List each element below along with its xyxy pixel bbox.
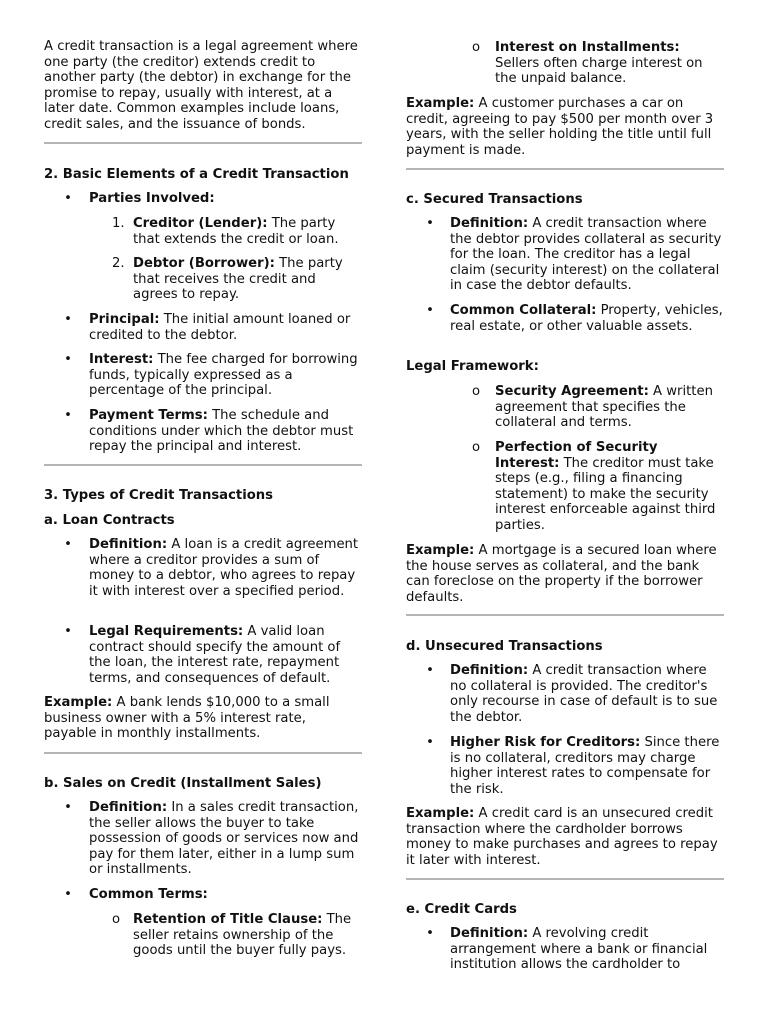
interest-on-installments-item: Interest on Installments: Sellers often charge interest on the unpaid balance. xyxy=(495,40,703,87)
divider xyxy=(406,614,724,616)
installment-example: Example: A customer purchases a car on credit, agreeing to pay $500 per month over 3 years, with the seller holding the title until full payment is made. xyxy=(406,96,714,158)
loan-definition-item: Definition: A loan is a credit agreement where a creditor provides a sum of money to a debtor, who agrees to repay it with interest over a specified period. xyxy=(89,537,359,599)
bullet-marker: • xyxy=(64,537,72,552)
credit-card-example: Example: A credit card is an unsecured credit transaction where the cardholder borrows money to make purchases and agrees to repay it later with interest. xyxy=(406,806,718,868)
secured-transactions-heading: c. Secured Transactions xyxy=(406,192,583,207)
bullet-marker: • xyxy=(426,303,434,318)
circle-marker: o xyxy=(472,40,481,55)
debtor-item: Debtor (Borrower): The party that receives the credit and agrees to repay. xyxy=(133,256,343,303)
section-2-heading: 2. Basic Elements of a Credit Transaction xyxy=(44,167,349,182)
unsecured-definition-item: Definition: A credit transaction where no collateral is provided. The creditor's only recourse in case of default is to sue the debtor. xyxy=(450,663,718,725)
common-terms-item: Common Terms: xyxy=(89,887,208,902)
bullet-marker: • xyxy=(426,663,434,678)
legal-requirements-item: Legal Requirements: A valid loan contract should specify the amount of the loan, the interest rate, repayment terms, and consequences of default. xyxy=(89,624,341,686)
bullet-marker: • xyxy=(426,926,434,941)
sales-definition-item: Definition: In a sales credit transaction, the seller allows the buyer to take possession of goods or services now and pay for them later, either in a lump sum or installments. xyxy=(89,800,359,878)
sales-on-credit-heading: b. Sales on Credit (Installment Sales) xyxy=(44,776,322,791)
security-agreement-item: Security Agreement: A written agreement that specifies the collateral and terms. xyxy=(495,384,713,431)
bullet-marker: • xyxy=(64,408,72,423)
credit-cards-definition-item: Definition: A revolving credit arrangement where a bank or financial institution allows the cardholder to xyxy=(450,926,708,973)
circle-marker: o xyxy=(472,440,481,455)
divider xyxy=(406,168,724,170)
bullet-marker: • xyxy=(64,887,72,902)
bullet-marker: • xyxy=(64,191,72,206)
creditor-item: Creditor (Lender): The party that extends the credit or loan. xyxy=(133,216,339,247)
higher-risk-item: Higher Risk for Creditors: Since there is no collateral, creditors may charge higher interest rates to compensate for the risk. xyxy=(450,735,720,797)
secured-definition-item: Definition: A credit transaction where the debtor provides collateral as security for the loan. The creditor has a legal claim (security interest) on the collateral in case the debtor defaults. xyxy=(450,216,722,294)
perfection-item: Perfection of Security Interest: The creditor must take steps (e.g., filing a financing statement) to make the security interest enforceable against third parties. xyxy=(495,440,716,533)
section-3-heading: 3. Types of Credit Transactions xyxy=(44,488,274,503)
common-collateral-item: Common Collateral: Property, vehicles, real estate, or other valuable assets. xyxy=(450,303,723,334)
principal-item: Principal: The initial amount loaned or credited to the debtor. xyxy=(89,312,351,343)
credit-cards-heading: e. Credit Cards xyxy=(406,902,517,917)
circle-marker: o xyxy=(472,384,481,399)
bullet-marker: • xyxy=(426,735,434,750)
loan-example: Example: A bank lends $10,000 to a small business owner with a 5% interest rate, payable in monthly installments. xyxy=(44,695,330,742)
loan-contracts-heading: a. Loan Contracts xyxy=(44,513,175,528)
retention-of-title-item: Retention of Title Clause: The seller retains ownership of the goods until the buyer fully pays. xyxy=(133,912,352,959)
divider xyxy=(44,142,362,144)
bullet-marker: • xyxy=(64,312,72,327)
intro-paragraph: A credit transaction is a legal agreement where one party (the creditor) extends credit to another party (the debtor) in exchange for the promise to repay, usually with interest, at a later date. Common examples include loans, credit sales, and the issuance of bonds. xyxy=(44,39,358,132)
divider xyxy=(406,878,724,880)
divider xyxy=(44,464,362,466)
bullet-marker: • xyxy=(64,624,72,639)
bullet-marker: • xyxy=(64,352,72,367)
payment-terms-item: Payment Terms: The schedule and conditions under which the debtor must repay the principal and interest. xyxy=(89,408,354,455)
mortgage-example: Example: A mortgage is a secured loan where the house serves as collateral, and the bank can foreclose on the property if the borrower defaults. xyxy=(406,543,717,605)
bullet-marker: • xyxy=(64,800,72,815)
circle-marker: o xyxy=(112,912,121,927)
number-marker: 1. xyxy=(112,216,125,231)
parties-involved-item: Parties Involved: xyxy=(89,191,215,206)
interest-item: Interest: The fee charged for borrowing funds, typically expressed as a percentage of the principal. xyxy=(89,352,358,399)
legal-framework-heading: Legal Framework: xyxy=(406,359,539,374)
bullet-marker: • xyxy=(426,216,434,231)
number-marker: 2. xyxy=(112,256,125,271)
divider xyxy=(44,752,362,754)
unsecured-transactions-heading: d. Unsecured Transactions xyxy=(406,639,603,654)
